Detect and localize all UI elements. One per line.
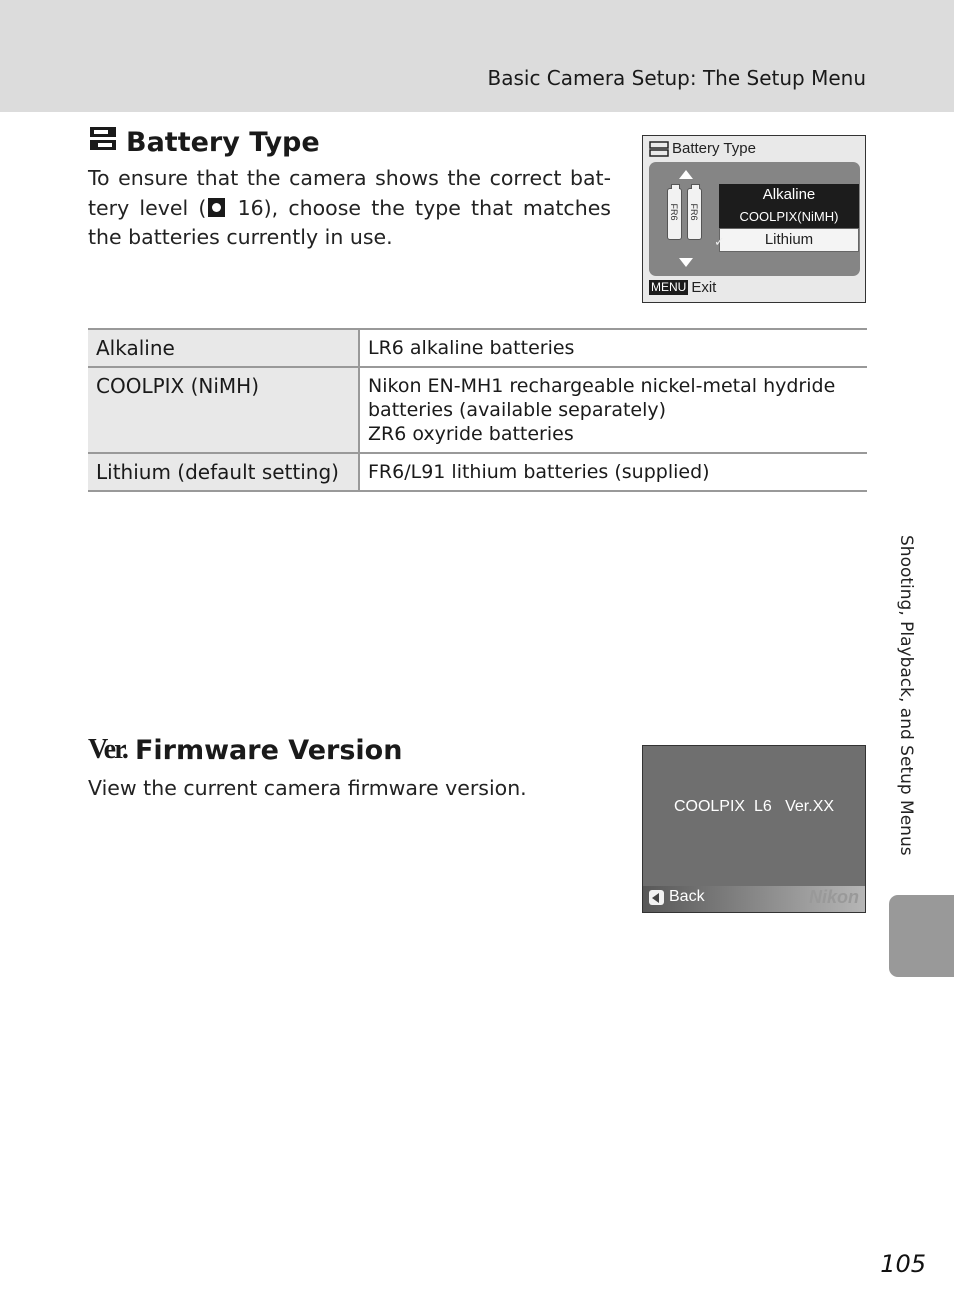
page-header xyxy=(0,0,954,112)
screen-footer xyxy=(643,886,865,912)
table-value: LR6 alkaline batteries xyxy=(359,329,867,367)
battery-type-screen xyxy=(642,135,866,303)
chapter-tab-label: Shooting, Playback, and Setup Menus xyxy=(896,535,916,856)
chapter-tab xyxy=(889,895,954,977)
firmware-screen xyxy=(642,745,866,913)
back-button[interactable]: Back xyxy=(649,888,705,906)
firmware-version-description: View the current camera firmware version. xyxy=(88,776,527,800)
option-list xyxy=(714,184,859,252)
table-key: Lithium (default setting) xyxy=(88,453,359,491)
arrow-up-icon xyxy=(679,170,693,179)
battery-icon: FR6 xyxy=(687,188,702,240)
header-title: Basic Camera Setup: The Setup Menu xyxy=(487,66,866,90)
screen-header: Battery Type xyxy=(649,140,756,157)
table-value: Nikon EN-MH1 rechargeable nickel-metal hydride batteries (available separately) ZR6 oxyride batteries xyxy=(359,367,867,453)
battery-type-icon xyxy=(88,124,118,161)
battery-type-table xyxy=(88,328,867,492)
battery-type-title: Battery Type xyxy=(126,127,320,158)
reference-icon xyxy=(208,198,225,217)
screen-footer xyxy=(649,279,716,296)
firmware-version-heading xyxy=(88,734,402,766)
arrow-down-icon xyxy=(679,258,693,267)
option-coolpix-nimh[interactable]: COOLPIX(NiMH) xyxy=(719,206,859,228)
battery-type-heading xyxy=(88,124,320,161)
ver-icon: Ver. xyxy=(88,734,127,765)
battery-type-small-icon xyxy=(649,141,669,157)
table-value: FR6/L91 lithium batteries (supplied) xyxy=(359,453,867,491)
battery-type-description: To ensure that the camera shows the correct bat-tery level ( 16), choose the type that matches the batteries currently in use. xyxy=(88,166,611,249)
option-lithium[interactable]: ✓ Lithium xyxy=(719,228,859,252)
option-alkaline[interactable]: Alkaline xyxy=(719,184,859,206)
table-row xyxy=(88,453,867,491)
table-key: Alkaline xyxy=(88,329,359,367)
check-icon: ✓ xyxy=(714,234,725,249)
table-row xyxy=(88,367,867,453)
table-row xyxy=(88,329,867,367)
table-key: COOLPIX (NiMH) xyxy=(88,367,359,453)
firmware-version-title: Firmware Version xyxy=(134,734,403,766)
exit-label: Exit xyxy=(691,279,717,296)
menu-button-icon: MENU xyxy=(651,280,687,294)
firmware-version-text: COOLPIX L6 Ver.XX xyxy=(673,798,835,815)
page-number: 105 xyxy=(880,1250,926,1278)
nikon-logo: Nikon xyxy=(808,887,859,907)
screen-panel xyxy=(649,162,860,276)
back-arrow-icon xyxy=(649,890,664,905)
page-reference: 16 xyxy=(237,195,264,220)
battery-icon: FR6 xyxy=(667,188,682,240)
